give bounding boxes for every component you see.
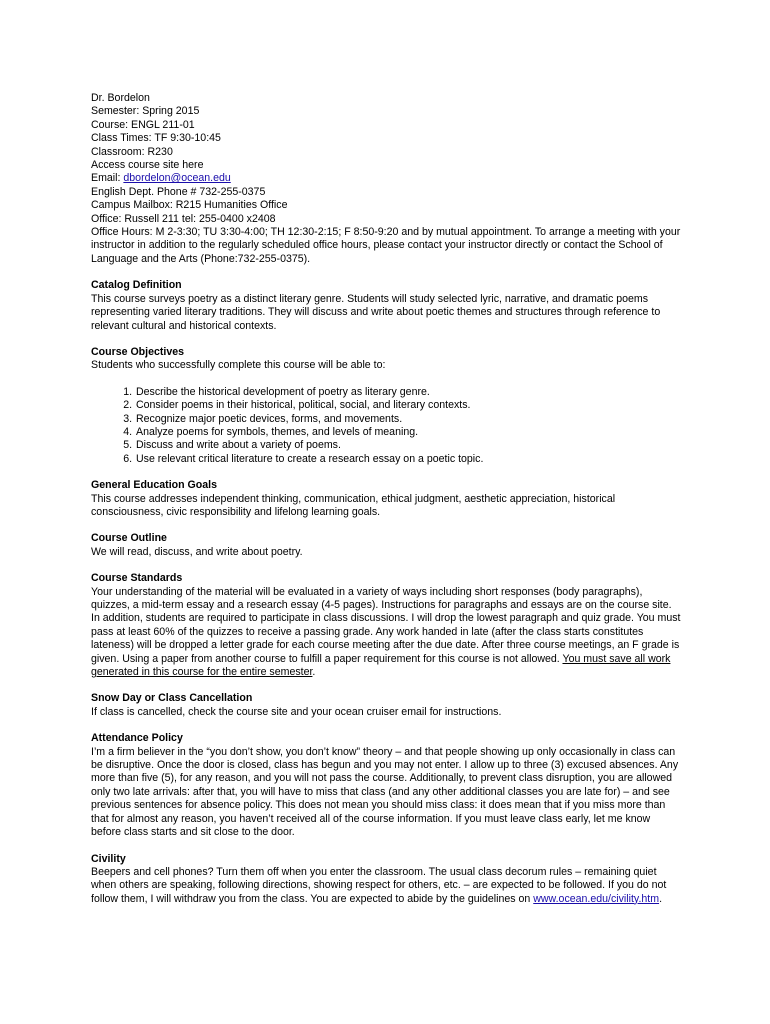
objectives-list [91,386,683,466]
attendance-section [91,732,683,839]
civility-end: . [659,892,663,905]
email-label: Email: [91,172,124,185]
attendance-body: I’m a firm believer in the “you don’t show, you don’t know” theory – and that people showing up only occasionally in class can be disruptive. Once the door is closed, class has begun and you may not enter. I allow up to three (3) excused absences. Any more than five (5), for any reason, and you will not pass the course. Additionally, to prevent class disruption, you are allowed only two late arrivals: after that, you will have to miss that class (and any other additional classes you are late for) – and see previous sentences for absence policy. This does not mean you should miss class: it does mean that if you miss more than that for almost any reason, you haven’t received all of the course information. If you must leave class early, let me know before class starts and sit close to the door. [91,745,679,839]
email-link[interactable]: dbordelon@ocean.edu [123,172,231,185]
dept-phone: English Dept. Phone # 732-255-0375 [91,185,266,198]
attendance-heading: Attendance Policy [91,732,183,745]
gen-ed-body: This course addresses independent thinking, communication, ethical judgment, aesthetic appreciation, historical consciousness, civic responsibility and lifelong learning goals. [91,492,616,518]
standards-end: . [312,666,316,679]
access-course-site: Access course site here [91,159,204,172]
snow-day-heading: Snow Day or Class Cancellation [91,692,253,705]
list-item: 4. Analyze poems for symbols, themes, and levels of meaning. [135,426,683,439]
civility-section [91,853,683,907]
semester: Semester: Spring 2015 [91,105,200,118]
class-times: Class Times: TF 9:30-10:45 [91,132,221,145]
save-work-notice: You must save all work generated in this course for the entire semester [91,652,671,679]
objectives-intro: Students who successfully complete this course will be able to: [91,359,386,372]
civility-body [91,866,683,906]
objectives-section [91,346,683,466]
standards-text: Your understanding of the material will be evaluated in a variety of ways including short responses (body paragraphs), quizzes, a mid-term essay and a research essay (4-5 pages). Instructions for paragraphs and essays are on the course site. In addition, students are required to participate in class discussions. I will drop the lowest paragraph and quiz grade. You must pass at least 60% of the quizzes to receive a passing grade. Any work handed in late (after the class starts constitutes lateness) will be dropped a letter grade for each course meeting after the due date. After three course meetings, an F grade is given. Using a paper from another course to fulfill a paper requirement for this course is not allowed. [91,585,681,665]
catalog-heading: Catalog Definition [91,279,182,292]
civility-heading: Civility [91,852,126,865]
campus-mailbox: Campus Mailbox: R215 Humanities Office [91,199,288,212]
objectives-heading: Course Objectives [91,345,185,358]
instructor-name: Dr. Bordelon [91,92,150,104]
header-block [91,92,683,266]
outline-body: We will read, discuss, and write about poetry. [91,545,303,558]
list-item: 2. Consider poems in their historical, political, social, and literary contexts. [135,399,683,412]
email-line [91,172,683,185]
civility-text: Beepers and cell phones? Turn them off when you enter the classroom. The usual class decorum rules – remaining quiet when others are speaking, following directions, showing respect for others, etc. – are expected to be followed. If you do not follow them, I will withdraw you from the class. You are expected to abide by the guidelines on [91,865,667,905]
list-item: 5. Discuss and write about a variety of poems. [135,439,683,452]
list-item: 6. Use relevant critical literature to create a research essay on a poetic topic. [135,453,683,466]
snow-day-body: If class is cancelled, check the course site and your ocean cruiser email for instructions. [91,705,502,718]
classroom: Classroom: R230 [91,145,173,158]
syllabus-page [91,92,683,906]
snow-day-section [91,692,683,719]
standards-body [91,586,683,680]
catalog-body: This course surveys poetry as a distinct literary genre. Students will study selected lyric, narrative, and dramatic poems representing varied literary traditions. They will discuss and write about poetic themes and structures through reference to relevant cultural and historical contexts. [91,292,661,332]
course-code: Course: ENGL 211-01 [91,118,195,131]
gen-ed-heading: General Education Goals [91,479,217,492]
gen-ed-section [91,479,683,519]
standards-heading: Course Standards [91,572,183,585]
list-item: 3. Recognize major poetic devices, forms, and movements. [135,413,683,426]
standards-section [91,572,683,679]
catalog-section [91,279,683,333]
office-location: Office: Russell 211 tel: 255-0400 x2408 [91,212,276,225]
office-hours: Office Hours: M 2-3:30; TU 3:30-4:00; TH 12:30-2:15; F 8:50-9:20 and by mutual appointment. To arrange a meeting with your instructor in addition to the regularly scheduled office hours, please contact your instructor directly or contact the School of Language and the Arts (Phone:732-255-0375). [91,226,681,265]
outline-section [91,532,683,559]
civility-link[interactable]: www.ocean.edu/civility.htm [533,892,660,905]
outline-heading: Course Outline [91,532,167,545]
list-item: 1. Describe the historical development of poetry as literary genre. [135,386,683,399]
